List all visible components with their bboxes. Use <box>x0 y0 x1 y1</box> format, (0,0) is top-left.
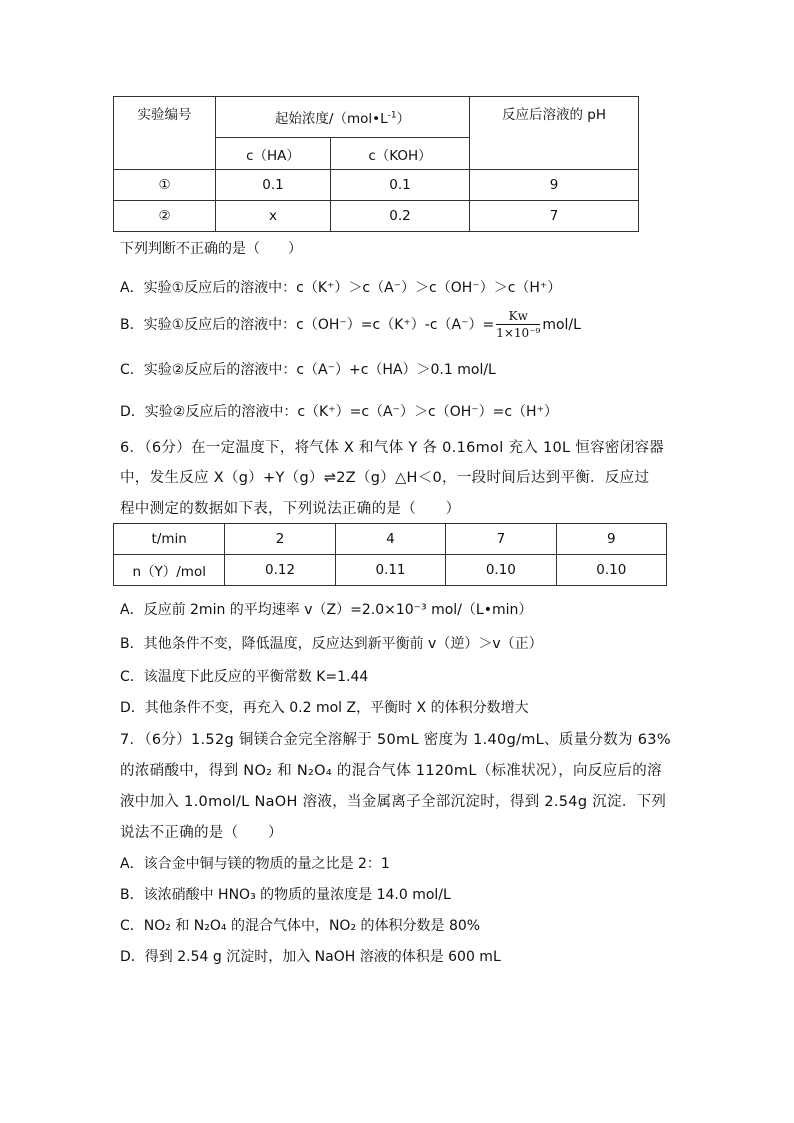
q6-option-d: D．其他条件不变，再充入 0.2 mol Z，平衡时 X 的体积分数增大 <box>120 700 529 716</box>
q7-option-d: D．得到 2.54 g 沉淀时，加入 NaOH 溶液的体积是 600 mL <box>120 949 501 965</box>
header-time: t/min <box>114 524 225 555</box>
equilibrium-data-table <box>113 523 667 586</box>
cell-c-ha: 0.1 <box>216 170 331 201</box>
q7-stem-line-2: 的浓硝酸中，得到 NO₂ 和 N₂O₄ 的混合气体 1120mL（标准状况），向反应后的溶 <box>120 763 662 779</box>
cell-c-koh: 0.2 <box>331 201 470 232</box>
cell-time: 9 <box>556 524 666 555</box>
header-initial-concentration: 起始浓度$/(mol•L^{-1})$ <box>216 97 470 138</box>
table-row <box>114 201 639 232</box>
header-c-ha: c（HA） <box>216 138 331 170</box>
cell-c-ha: x <box>216 201 331 232</box>
q6-stem-line-2: 中，发生反应 X（g）+Y（g）⇌2Z（g）△H＜0，一段时间后达到平衡．反应过 <box>120 470 650 486</box>
cell-n-y: 0.10 <box>446 555 556 586</box>
header-c-koh: c（KOH） <box>331 138 470 170</box>
q7-stem-line-3: 液中加入 1.0mol/L NaOH 溶液，当金属离子全部沉淀时，得到 2.54g 沉淀．下列 <box>120 794 667 810</box>
q5-option-b: B．实验①反应后的溶液中：c（OH⁻）=c（K⁺）-c（A⁻）= $\frac{Kw}{\text{1×10⁻⁹}}$ mol/L <box>120 309 581 340</box>
q5-option-c: C．实验②反应后的溶液中：c（A⁻）+c（HA）＞0.1 mol/L <box>120 362 496 378</box>
q6-option-a: A．反应前 2min 的平均速率 v（Z）=2.0×10⁻³ mol/（L•min） <box>120 602 533 618</box>
q7-stem-line-1: 7．（6分）1.52g 铜镁合金完全溶解于 50mL 密度为 1.40g/mL、质量分数为 63% <box>120 732 671 748</box>
header-n-y: n（Y）/mol <box>114 555 225 586</box>
cell-n-y: 0.12 <box>225 555 335 586</box>
cell-time: 7 <box>446 524 556 555</box>
cell-ph: 9 <box>470 170 639 201</box>
table-row <box>114 555 667 586</box>
q7-option-b: B．该浓硝酸中 HNO₃ 的物质的量浓度是 14.0 mol/L <box>120 887 451 903</box>
cell-experiment-id: ② <box>114 201 216 232</box>
q6-option-b: B．其他条件不变，降低温度，反应达到新平衡前 v（逆）＞v（正） <box>120 636 543 652</box>
q5-option-a: A．实验①反应后的溶液中：c（K⁺）＞c（A⁻）＞c（OH⁻）＞c（H⁺） <box>120 280 562 296</box>
cell-time: 2 <box>225 524 335 555</box>
q7-option-a: A．该合金中铜与镁的物质的量之比是 2：1 <box>120 856 390 872</box>
header-ph-after-reaction: 反应后溶液的 pH <box>470 97 639 170</box>
q5-stem: 下列判断不正确的是（ ） <box>120 241 302 257</box>
table-row <box>114 170 639 201</box>
q7-stem-line-4: 说法不正确的是（ ） <box>120 825 283 841</box>
experiment-table <box>113 96 639 232</box>
cell-c-koh: 0.1 <box>331 170 470 201</box>
cell-time: 4 <box>335 524 445 555</box>
q6-stem-line-3: 程中测定的数据如下表，下列说法正确的是（ ） <box>120 501 461 517</box>
cell-ph: 7 <box>470 201 639 232</box>
cell-experiment-id: ① <box>114 170 216 201</box>
q7-option-c: C．NO₂ 和 N₂O₄ 的混合气体中，NO₂ 的体积分数是 80% <box>120 918 481 934</box>
q5-option-d: D．实验②反应后的溶液中：c（K⁺）=c（A⁻）＞c（OH⁻）=c（H⁺） <box>120 404 558 420</box>
q6-stem-line-1: 6．（6分）在一定温度下，将气体 X 和气体 Y 各 0.16mol 充入 10L 恒容密闭容器 <box>120 440 665 456</box>
q6-option-c: C．该温度下此反应的平衡常数 K=1.44 <box>120 669 369 685</box>
table-row <box>114 524 667 555</box>
header-experiment-number: 实验编号 <box>114 97 216 170</box>
cell-n-y: 0.11 <box>335 555 445 586</box>
cell-n-y: 0.10 <box>556 555 666 586</box>
kw-fraction: $\frac{Kw}{\text{1×10⁻⁹}}$ <box>496 309 541 340</box>
